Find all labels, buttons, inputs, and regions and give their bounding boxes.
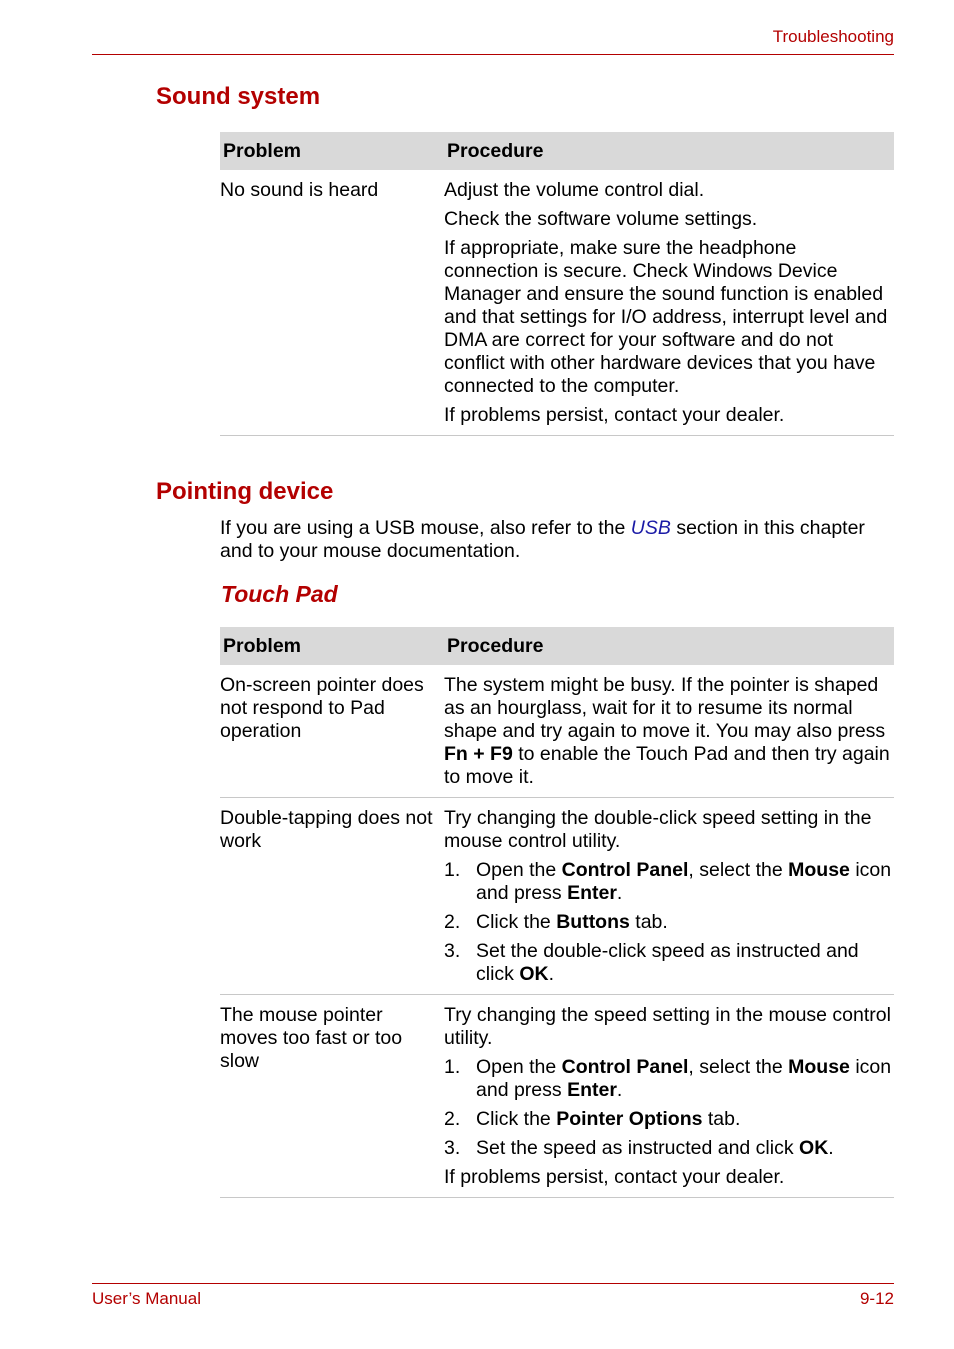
- footer-rule: [92, 1283, 894, 1284]
- step-item: 3. Set the speed as instructed and click OK.: [444, 1137, 834, 1159]
- procedure-cell: [444, 170, 894, 436]
- page-number: 9-12: [859, 1289, 894, 1308]
- procedure-text: If problems persist, contact your dealer.: [444, 1166, 785, 1188]
- procedure-text: If problems persist, contact your dealer.: [444, 404, 785, 426]
- column-header-procedure: Procedure: [444, 627, 894, 665]
- step-item: 1. Open the Control Panel, select the Mouse icon and press Enter.: [444, 1056, 892, 1101]
- procedure-text: Try changing the speed setting in the mouse control utility.: [444, 1004, 891, 1049]
- column-header-problem: Problem: [220, 627, 444, 665]
- procedure-text: The system might be busy. If the pointer is shaped as an hourglass, wait for it to resume its normal shape and try again to move it. You may also press Fn + F9 to enable the Touch Pad and then try again to move it.: [444, 674, 890, 788]
- procedure-text: Adjust the volume control dial.: [444, 179, 705, 201]
- intro-text: section in this chapter and to your mouse documentation.: [220, 517, 865, 562]
- touch-pad-heading: Touch Pad: [221, 581, 338, 607]
- sound-system-table: [220, 132, 894, 436]
- procedure-cell: [444, 995, 894, 1198]
- procedure-text: Check the software volume settings.: [444, 208, 758, 230]
- column-header-problem: Problem: [220, 132, 444, 170]
- pointing-intro: [220, 517, 900, 563]
- pointing-device-heading: Pointing device: [156, 478, 334, 505]
- touch-pad-table: [220, 627, 894, 1198]
- problem-cell: No sound is heard: [220, 170, 444, 436]
- key-combination: Fn + F9: [444, 743, 513, 765]
- step-item: 2. Click the Buttons tab.: [444, 911, 668, 933]
- running-header: Troubleshooting: [772, 27, 894, 46]
- table-row: [220, 665, 894, 798]
- table-row: [220, 798, 894, 995]
- step-item: 2. Click the Pointer Options tab.: [444, 1108, 741, 1130]
- table-row: [220, 170, 894, 436]
- problem-cell: On-screen pointer does not respond to Pad operation: [220, 665, 444, 798]
- procedure-text: Try changing the double-click speed setting in the mouse control utility.: [444, 807, 872, 852]
- problem-cell: Double-tapping does not work: [220, 798, 444, 995]
- header-rule: [92, 54, 894, 55]
- procedure-cell: [444, 798, 894, 995]
- sound-system-heading: Sound system: [156, 83, 321, 110]
- usb-link[interactable]: USB: [630, 517, 671, 539]
- step-item: 3. Set the double-click speed as instructed and click OK.: [444, 940, 859, 985]
- table-row: [220, 995, 894, 1198]
- step-item: 1. Open the Control Panel, select the Mouse icon and press Enter.: [444, 859, 892, 904]
- footer-manual-title: User’s Manual: [92, 1289, 201, 1308]
- intro-text: If you are using a USB mouse, also refer to the: [220, 517, 631, 539]
- column-header-procedure: Procedure: [444, 132, 894, 170]
- procedure-cell: [444, 665, 894, 798]
- procedure-text: If appropriate, make sure the headphone connection is secure. Check Windows Device Manager and ensure the sound function is enabled and that settings for I/O address, interrupt level and DMA are correct for your software and do not conflict with other hardware devices that you have connected to the computer.: [444, 237, 888, 397]
- problem-cell: The mouse pointer moves too fast or too slow: [220, 995, 444, 1198]
